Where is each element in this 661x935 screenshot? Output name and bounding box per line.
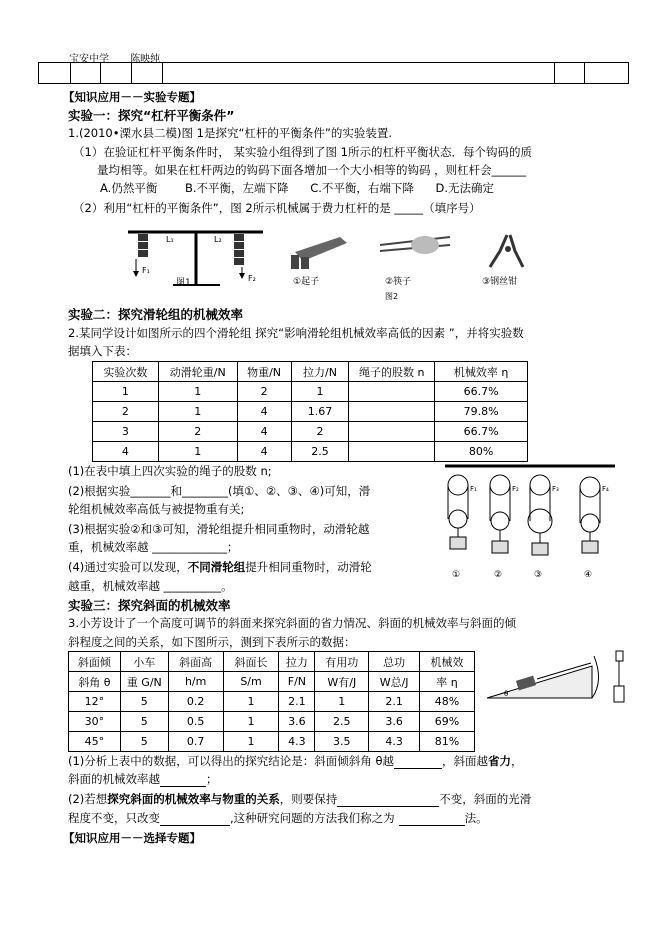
pliers-icon <box>490 235 523 267</box>
header-cell: 物重/N <box>237 362 291 382</box>
q4-text-a: (4)通过实验可以发现， <box>68 560 188 574</box>
header-cell: 斜角 θ <box>69 672 121 692</box>
exp1-options <box>100 180 494 196</box>
exp3-intro-line2: 斜程度之间的关系，如下图所示，测到下表所示的数据： <box>68 635 356 649</box>
table-cell: 1 <box>158 442 237 462</box>
header-cell: 实验次数 <box>93 362 159 382</box>
table-cell: 4 <box>93 442 159 462</box>
header-cell: 拉力/N <box>291 362 349 382</box>
table-row <box>93 442 528 462</box>
label-f1: F₁ <box>142 266 150 275</box>
q2-text-bold: 探究斜面的机械效率与物重的关系 <box>107 792 280 806</box>
table-cell: 0.7 <box>168 732 223 752</box>
table-cell: 1 <box>223 712 279 732</box>
table-cell: 5 <box>120 692 168 712</box>
author-name: 陈映纯 <box>130 54 161 65</box>
force-label-3: F₃ <box>552 485 559 493</box>
table-cell: 1 <box>93 382 159 402</box>
force-label-4: F₄ <box>602 485 609 493</box>
table-cell: 3.6 <box>369 712 420 732</box>
exp2-title: 实验二：探究滑轮组的机械效率 <box>68 307 244 322</box>
table-cell: 4 <box>237 422 291 442</box>
header-cell: 小车 <box>120 652 168 672</box>
force-label-2: F₂ <box>512 485 519 493</box>
exp3-q1-line1 <box>68 753 522 769</box>
exp2-q4-line2: 越重，机械效率越 __________。 <box>68 579 233 593</box>
header-cell: F/N <box>279 672 315 692</box>
exp2-q4-line1 <box>68 559 372 575</box>
header-cell: 有用功 <box>315 652 369 672</box>
table-row <box>69 732 475 752</box>
exp1-q1-intro: 1.(2010•溧水县二模)图 1是探究“杠杆的平衡条件”的实验装置. <box>68 126 393 140</box>
q2-text-c: ，则要保持 <box>279 792 338 806</box>
label-f2: F₂ <box>248 274 256 283</box>
option-b: B.不平衡，左端下降 <box>184 181 289 195</box>
exp2-q3-line2: 重，机械效率越 _____________； <box>68 540 239 554</box>
table-cell: 66.7% <box>435 422 528 442</box>
table-cell: 2.1 <box>369 692 420 712</box>
table-cell: 2 <box>291 422 349 442</box>
exp2-q3-line1: (3)根据实验②和③可知，滑轮组提升相同重物时，动滑轮越 <box>68 522 370 536</box>
header-cell: 率 η <box>420 672 475 692</box>
table-cell: 4.3 <box>279 732 315 752</box>
table-cell <box>349 402 435 422</box>
table-cell: 1 <box>158 382 237 402</box>
exp1-q1-part2: （2）利用“杠杆的平衡条件”，图 2所示机械属于费力杠杆的是 _____（填序号） <box>73 201 481 215</box>
exp3-title: 实验三：探究斜面的机械效率 <box>68 598 231 613</box>
table-cell: 1.67 <box>291 402 349 422</box>
q2-line2-a: 程度不变，只改变 <box>68 811 160 825</box>
table-cell: 80% <box>435 442 528 462</box>
table-cell <box>349 442 435 462</box>
option-c: C.不平衡，右端下降 <box>310 181 414 195</box>
table-cell: 4 <box>237 402 291 422</box>
chopsticks-icon <box>380 236 450 254</box>
q1-line2-end: ； <box>206 772 218 786</box>
q1-text-bold: 省力 <box>487 754 511 768</box>
exp2-intro-line1: 2.某同学设计如图所示的四个滑轮组 探究“影响滑轮组机械效率高低的因素 ”，并将实验数 <box>68 326 524 340</box>
q2-text-a: (2)若想 <box>68 792 108 806</box>
header-cell: W有/J <box>315 672 369 692</box>
option-a: A.仍然平衡 <box>100 181 158 195</box>
q4-text-c: 提升相同重物时，动滑轮 <box>245 560 372 574</box>
exp2-q2-line2: 轮组机械效率高低与被提物重有关; <box>68 502 245 516</box>
table-cell: 2 <box>158 422 237 442</box>
pulley-label-3: ③ <box>534 570 543 580</box>
tool-label-3: ③钢丝钳 <box>482 277 518 287</box>
table-cell: 4.3 <box>369 732 420 752</box>
exp2-intro-line2: 据填入下表： <box>68 344 137 358</box>
section-heading-choices: 【知识应用－－选择专题】 <box>63 831 201 845</box>
exp1-title: 实验一：探究“杠杆平衡条件” <box>68 108 235 123</box>
table-cell <box>349 422 435 442</box>
force-label-1: F₁ <box>470 485 477 493</box>
angle-label: θ <box>504 690 509 698</box>
q2-line2-c: 法。 <box>464 811 488 825</box>
header-table <box>38 62 629 84</box>
table-cell: 2.1 <box>279 692 315 712</box>
section-heading-experiments: 【知识应用－－实验专题】 <box>63 90 201 104</box>
table-cell: 5 <box>120 732 168 752</box>
pulley-table <box>92 361 528 462</box>
table-cell: 2.5 <box>315 712 369 732</box>
header-cell: W总/J <box>369 672 420 692</box>
table-cell: 45° <box>69 732 121 752</box>
header-cell: 机械效 <box>420 652 475 672</box>
table-cell: 3.5 <box>315 732 369 752</box>
incline-figure <box>482 646 632 716</box>
exp3-q2-line1 <box>68 791 531 807</box>
table-cell: 1 <box>291 382 349 402</box>
pulley-label-1: ① <box>452 570 461 580</box>
pulley-figure <box>440 461 620 586</box>
pulley-label-4: ④ <box>584 570 593 580</box>
table-cell: 5 <box>120 712 168 732</box>
tool-label-1: ①起子 <box>293 277 320 287</box>
table-row <box>93 422 528 442</box>
table-cell: 0.2 <box>168 692 223 712</box>
header-cell: 绳子的股数 n <box>349 362 435 382</box>
table-cell: 30° <box>69 712 121 732</box>
blank[interactable] <box>399 825 465 826</box>
table-cell: 3.6 <box>279 712 315 732</box>
table-row <box>69 692 475 712</box>
table-cell: 2.5 <box>291 442 349 462</box>
tool-label-2: ②筷子 <box>385 277 412 287</box>
table-header-row <box>69 672 475 692</box>
q2-line2-b: ,这种研究问题的方法我们称之为 <box>230 811 395 825</box>
exp1-q1-part1-line1: （1）在验证杠杆平衡条件时， 某实验小组得到了图 1所示的杠杆平衡状态．每个钩码的质 <box>73 145 532 159</box>
q1-text-a: (1)分析上表中的数据，可以得出的探究结论是：斜面倾斜角 θ越 <box>68 754 394 768</box>
exp3-q1-line2 <box>68 771 218 787</box>
exp2-q1: (1)在表中填上四次实验的绳子的股数 n; <box>68 464 272 478</box>
label-l1: L₁ <box>166 235 174 244</box>
figure1-label: 图1 <box>176 278 191 288</box>
table-cell: 2 <box>93 402 159 422</box>
exp3-intro-line1: 3.小芳设计了一个高度可调节的斜面来探究斜面的省力情况、斜面的机械效率与斜面的倾 <box>68 616 516 630</box>
table-header-row <box>69 652 475 672</box>
option-d: D.无法确定 <box>435 181 495 195</box>
table-cell: 81% <box>420 732 475 752</box>
header-cell: h/m <box>168 672 223 692</box>
label-l2: L₂ <box>214 235 222 244</box>
table-cell: 0.5 <box>168 712 223 732</box>
blank[interactable] <box>160 786 206 787</box>
q1-text-d: ， <box>510 754 523 768</box>
table-cell: 1 <box>315 692 369 712</box>
tools-figure <box>285 227 530 302</box>
table-cell: 12° <box>69 692 121 712</box>
bottle-opener-icon <box>291 237 347 269</box>
q2-text-d: 不变，斜面的光滑 <box>439 792 532 806</box>
pulley-label-2: ② <box>494 570 503 580</box>
exp2-q2-line1: (2)根据实验_______和________(填①、②、③、④)可知，滑 <box>68 484 371 498</box>
header-cell: 斜面高 <box>168 652 223 672</box>
table-cell: 1 <box>223 692 279 712</box>
table-header-row <box>93 362 528 382</box>
q1-line2-text: 斜面的机械效率越 <box>68 772 160 786</box>
blank[interactable] <box>394 768 442 769</box>
exp3-q2-line2 <box>68 810 488 826</box>
table-cell: 48% <box>420 692 475 712</box>
header-cell: 动滑轮重/N <box>158 362 237 382</box>
table-cell: 79.8% <box>435 402 528 422</box>
table-cell: 2 <box>237 382 291 402</box>
table-cell: 69% <box>420 712 475 732</box>
header-cell: 机械效率 η <box>435 362 528 382</box>
table-row <box>93 402 528 422</box>
table-cell: 4 <box>237 442 291 462</box>
table-cell: 3 <box>93 422 159 442</box>
table-cell <box>349 382 435 402</box>
q4-text-bold: 不同滑轮组 <box>187 560 246 574</box>
exp1-q1-part1-line2: 量均相等。如果在杠杆两边的钩码下面各增加一个大小相等的钩码 ，则杠杆会______ <box>97 163 527 177</box>
q1-text-b: ，斜面越 <box>441 754 488 768</box>
header-cell: 重 G/N <box>120 672 168 692</box>
table-cell: 66.7% <box>435 382 528 402</box>
header-cell: 斜面长 <box>223 652 279 672</box>
blank[interactable] <box>337 806 439 807</box>
school-name: 宝安中学 <box>69 54 109 65</box>
table-cell: 1 <box>158 402 237 422</box>
spring-scale-icon <box>614 651 624 702</box>
table-row <box>69 712 475 732</box>
header-cell: 拉力 <box>279 652 315 672</box>
header-cell: 总功 <box>369 652 420 672</box>
figure2-label: 图2 <box>385 292 399 301</box>
header-cell: 斜面倾 <box>69 652 121 672</box>
table-cell: 1 <box>223 732 279 752</box>
table-row <box>93 382 528 402</box>
incline-table <box>68 651 475 752</box>
blank[interactable] <box>160 825 230 826</box>
lever-figure <box>118 217 278 292</box>
header-cell: S/m <box>223 672 279 692</box>
